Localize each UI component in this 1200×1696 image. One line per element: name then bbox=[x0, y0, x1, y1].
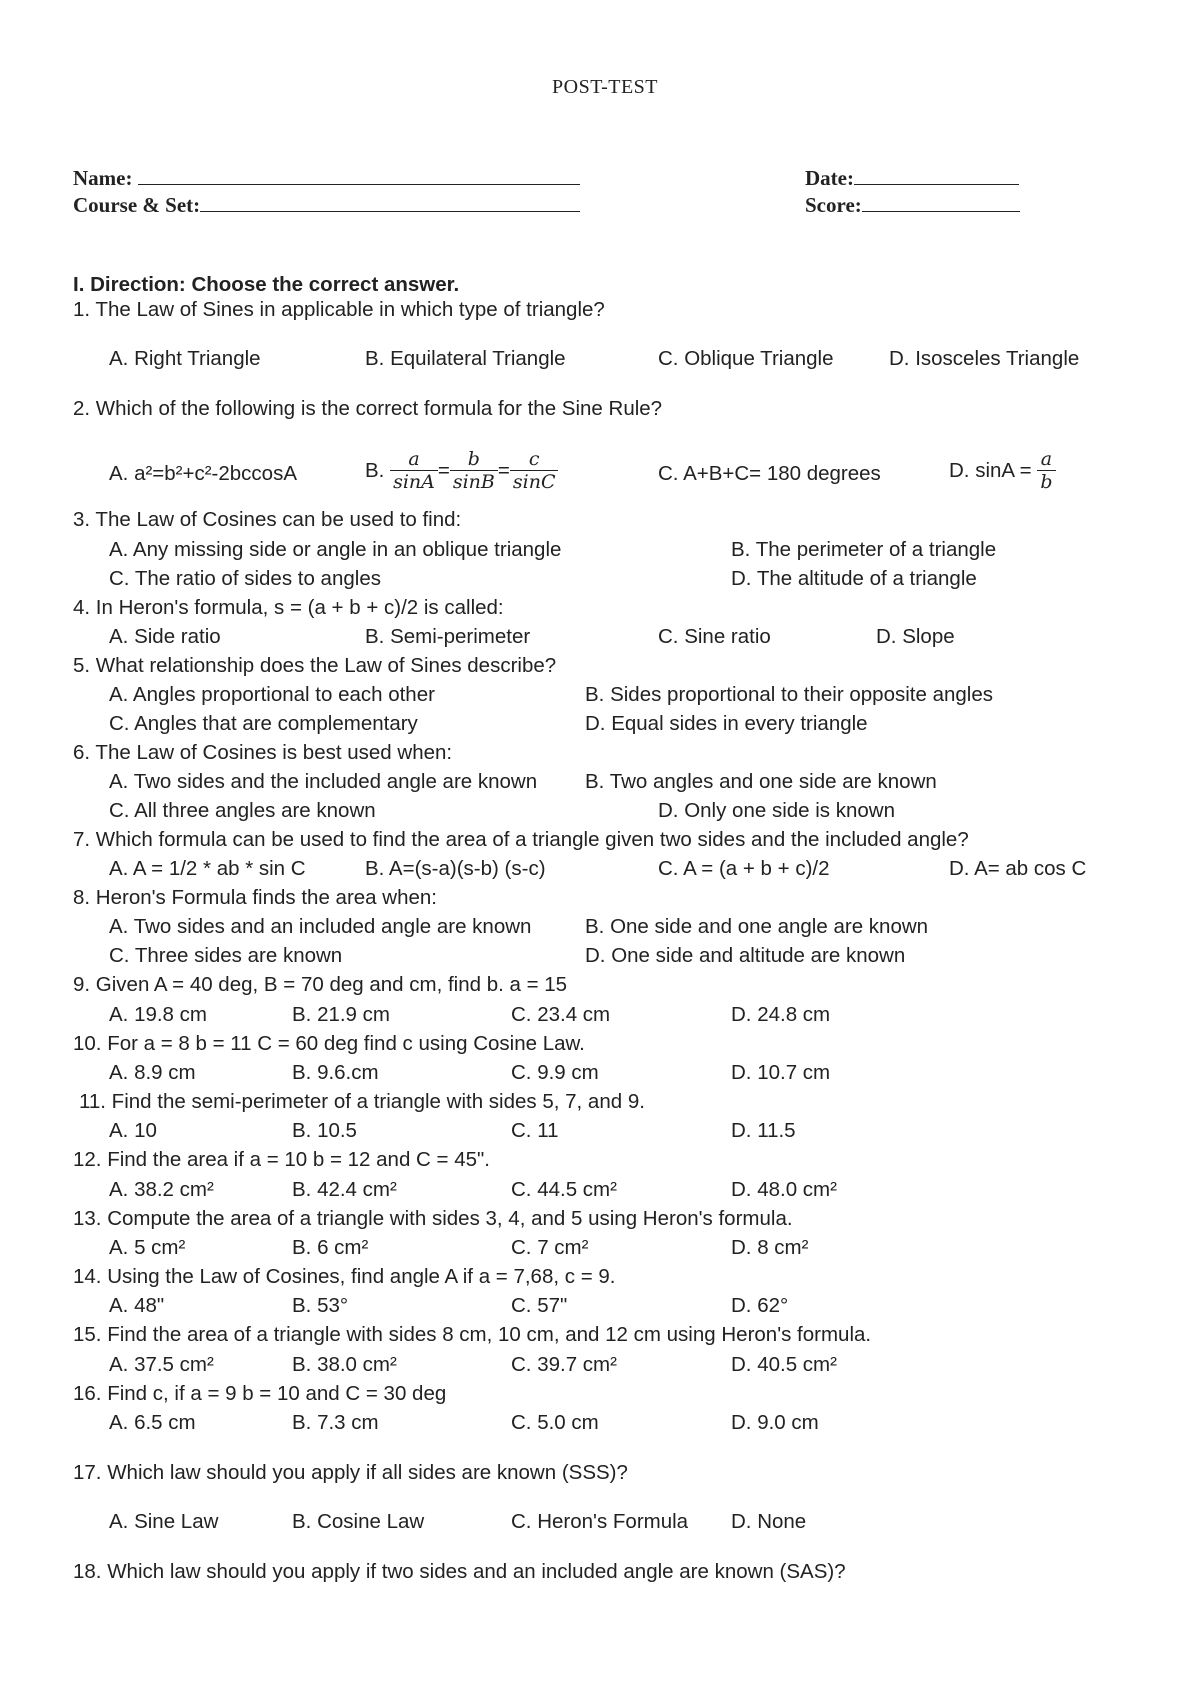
date-label: Date: bbox=[805, 166, 854, 190]
question-4: 4. In Heron's formula, s = (a + b + c)/2 is called: bbox=[73, 596, 504, 619]
q5-option-d: D. Equal sides in every triangle bbox=[585, 712, 868, 735]
course-field bbox=[73, 193, 580, 218]
q4-option-d: D. Slope bbox=[876, 625, 955, 648]
equals-sign: = bbox=[437, 458, 450, 482]
q9-option-b: B. 21.9 cm bbox=[292, 1003, 390, 1026]
q7-option-b: B. A=(s-a)(s-b) (s-c) bbox=[365, 857, 546, 880]
q10-option-d: D. 10.7 cm bbox=[731, 1061, 831, 1084]
q14-option-c: C. 57" bbox=[511, 1294, 568, 1317]
q6-option-c: C. All three angles are known bbox=[109, 799, 376, 822]
question-18: 18. Which law should you apply if two sides and an included angle are known (SAS)? bbox=[73, 1560, 846, 1583]
q12-option-c: C. 44.5 cm² bbox=[511, 1178, 617, 1201]
q3-option-a: A. Any missing side or angle in an oblique triangle bbox=[109, 538, 562, 561]
date-field bbox=[805, 166, 1019, 191]
score-label: Score: bbox=[805, 193, 862, 217]
q15-option-c: C. 39.7 cm² bbox=[511, 1353, 617, 1376]
question-8: 8. Heron's Formula finds the area when: bbox=[73, 886, 437, 909]
q12-option-a: A. 38.2 cm² bbox=[109, 1178, 214, 1201]
q12-option-d: D. 48.0 cm² bbox=[731, 1178, 837, 1201]
q4-option-a: A. Side ratio bbox=[109, 625, 221, 648]
question-2: 2. Which of the following is the correct formula for the Sine Rule? bbox=[73, 397, 663, 420]
q9-option-d: D. 24.8 cm bbox=[731, 1003, 831, 1026]
question-16: 16. Find c, if a = 9 b = 10 and C = 30 deg bbox=[73, 1382, 447, 1405]
q10-option-b: B. 9.6.cm bbox=[292, 1061, 379, 1084]
q10-option-a: A. 8.9 cm bbox=[109, 1061, 196, 1084]
frac-den: b bbox=[1040, 471, 1053, 493]
question-12: 12. Find the area if a = 10 b = 12 and C = 45". bbox=[73, 1148, 490, 1171]
q8-option-b: B. One side and one angle are known bbox=[585, 915, 929, 938]
sine-fraction-a bbox=[390, 448, 438, 493]
question-6: 6. The Law of Cosines is best used when: bbox=[73, 741, 453, 764]
q8-option-c: C. Three sides are known bbox=[109, 944, 343, 967]
q16-option-d: D. 9.0 cm bbox=[731, 1411, 819, 1434]
question-10: 10. For a = 8 b = 11 C = 60 deg find c using Cosine Law. bbox=[73, 1032, 585, 1055]
q1-option-c: C. Oblique Triangle bbox=[658, 347, 834, 370]
direction-heading: I. Direction: Choose the correct answer. bbox=[73, 273, 460, 296]
sine-fraction-b bbox=[450, 448, 498, 493]
q16-option-c: C. 5.0 cm bbox=[511, 1411, 599, 1434]
q8-option-d: D. One side and altitude are known bbox=[585, 944, 906, 967]
q14-option-d: D. 62° bbox=[731, 1294, 789, 1317]
q2-b-prefix: B. bbox=[365, 458, 385, 482]
q14-option-b: B. 53° bbox=[292, 1294, 349, 1317]
q13-option-b: B. 6 cm² bbox=[292, 1236, 369, 1259]
q10-option-c: C. 9.9 cm bbox=[511, 1061, 599, 1084]
q9-option-a: A. 19.8 cm bbox=[109, 1003, 207, 1026]
q3-option-d: D. The altitude of a triangle bbox=[731, 567, 977, 590]
frac-num: b bbox=[450, 448, 498, 471]
q5-option-b: B. Sides proportional to their opposite angles bbox=[585, 683, 993, 706]
q15-option-a: A. 37.5 cm² bbox=[109, 1353, 214, 1376]
q5-option-a: A. Angles proportional to each other bbox=[109, 683, 435, 706]
frac-den: sinA bbox=[393, 471, 435, 493]
q1-option-a: A. Right Triangle bbox=[109, 347, 261, 370]
q1-option-b: B. Equilateral Triangle bbox=[365, 347, 566, 370]
q2-option-c: C. A+B+C= 180 degrees bbox=[658, 462, 881, 485]
course-label: Course & Set: bbox=[73, 193, 201, 217]
date-line bbox=[854, 166, 1019, 185]
q2-option-d bbox=[949, 448, 1056, 493]
q2-option-b bbox=[365, 448, 558, 493]
q3-option-b: B. The perimeter of a triangle bbox=[731, 538, 997, 561]
q5-option-c: C. Angles that are complementary bbox=[109, 712, 418, 735]
q13-option-a: A. 5 cm² bbox=[109, 1236, 186, 1259]
q1-option-d: D. Isosceles Triangle bbox=[889, 347, 1080, 370]
question-7: 7. Which formula can be used to find the area of a triangle given two sides and the included angle? bbox=[73, 828, 969, 851]
q14-option-a: A. 48" bbox=[109, 1294, 165, 1317]
score-field bbox=[805, 193, 1020, 218]
frac-den: sinB bbox=[452, 471, 495, 493]
page-title: POST-TEST bbox=[552, 76, 659, 98]
q16-option-a: A. 6.5 cm bbox=[109, 1411, 196, 1434]
q6-option-d: D. Only one side is known bbox=[658, 799, 896, 822]
q6-option-a: A. Two sides and the included angle are known bbox=[109, 770, 538, 793]
question-14: 14. Using the Law of Cosines, find angle A if a = 7,68, c = 9. bbox=[73, 1265, 616, 1288]
q3-option-c: C. The ratio of sides to angles bbox=[109, 567, 381, 590]
score-line bbox=[862, 193, 1020, 212]
question-13: 13. Compute the area of a triangle with sides 3, 4, and 5 using Heron's formula. bbox=[73, 1207, 793, 1230]
name-line bbox=[138, 166, 580, 185]
q13-option-d: D. 8 cm² bbox=[731, 1236, 809, 1259]
q17-option-d: D. None bbox=[731, 1510, 807, 1533]
q15-option-b: B. 38.0 cm² bbox=[292, 1353, 397, 1376]
q13-option-c: C. 7 cm² bbox=[511, 1236, 589, 1259]
q12-option-b: B. 42.4 cm² bbox=[292, 1178, 397, 1201]
q17-option-b: B. Cosine Law bbox=[292, 1510, 425, 1533]
question-9: 9. Given A = 40 deg, B = 70 deg and cm, find b. a = 15 bbox=[73, 973, 568, 996]
frac-den: sinC bbox=[512, 471, 556, 493]
equals-sign: = bbox=[497, 458, 510, 482]
q7-option-d: D. A= ab cos C bbox=[949, 857, 1087, 880]
q17-option-c: C. Heron's Formula bbox=[511, 1510, 689, 1533]
question-5: 5. What relationship does the Law of Sines describe? bbox=[73, 654, 557, 677]
q2-option-a: A. a²=b²+c²-2bccosA bbox=[109, 462, 297, 485]
q8-option-a: A. Two sides and an included angle are known bbox=[109, 915, 532, 938]
q16-option-b: B. 7.3 cm bbox=[292, 1411, 379, 1434]
name-label: Name: bbox=[73, 166, 133, 190]
q11-option-a: A. 10 bbox=[109, 1119, 157, 1142]
q7-option-c: C. A = (a + b + c)/2 bbox=[658, 857, 830, 880]
ratio-fraction bbox=[1037, 448, 1055, 493]
q2-d-prefix: D. sinA = bbox=[949, 458, 1032, 482]
q17-option-a: A. Sine Law bbox=[109, 1510, 219, 1533]
frac-num: c bbox=[510, 448, 559, 471]
q11-option-d: D. 11.5 bbox=[731, 1119, 796, 1142]
name-field bbox=[73, 166, 580, 191]
q7-option-a: A. A = 1/2 * ab * sin C bbox=[109, 857, 306, 880]
question-1: 1. The Law of Sines in applicable in which type of triangle? bbox=[73, 298, 605, 321]
question-17: 17. Which law should you apply if all sides are known (SSS)? bbox=[73, 1461, 628, 1484]
question-3: 3. The Law of Cosines can be used to find: bbox=[73, 508, 462, 531]
q6-option-b: B. Two angles and one side are known bbox=[585, 770, 937, 793]
question-11: 11. Find the semi-perimeter of a triangle with sides 5, 7, and 9. bbox=[79, 1090, 645, 1113]
course-line bbox=[200, 193, 580, 212]
q9-option-c: C. 23.4 cm bbox=[511, 1003, 611, 1026]
frac-num: a bbox=[1037, 448, 1055, 471]
q4-option-b: B. Semi-perimeter bbox=[365, 625, 531, 648]
sine-fraction-c bbox=[510, 448, 559, 493]
q11-option-b: B. 10.5 bbox=[292, 1119, 357, 1142]
frac-num: a bbox=[390, 448, 438, 471]
q11-option-c: C. 11 bbox=[511, 1119, 559, 1142]
q15-option-d: D. 40.5 cm² bbox=[731, 1353, 837, 1376]
q4-option-c: C. Sine ratio bbox=[658, 625, 771, 648]
question-15: 15. Find the area of a triangle with sides 8 cm, 10 cm, and 12 cm using Heron's formula. bbox=[73, 1323, 872, 1346]
